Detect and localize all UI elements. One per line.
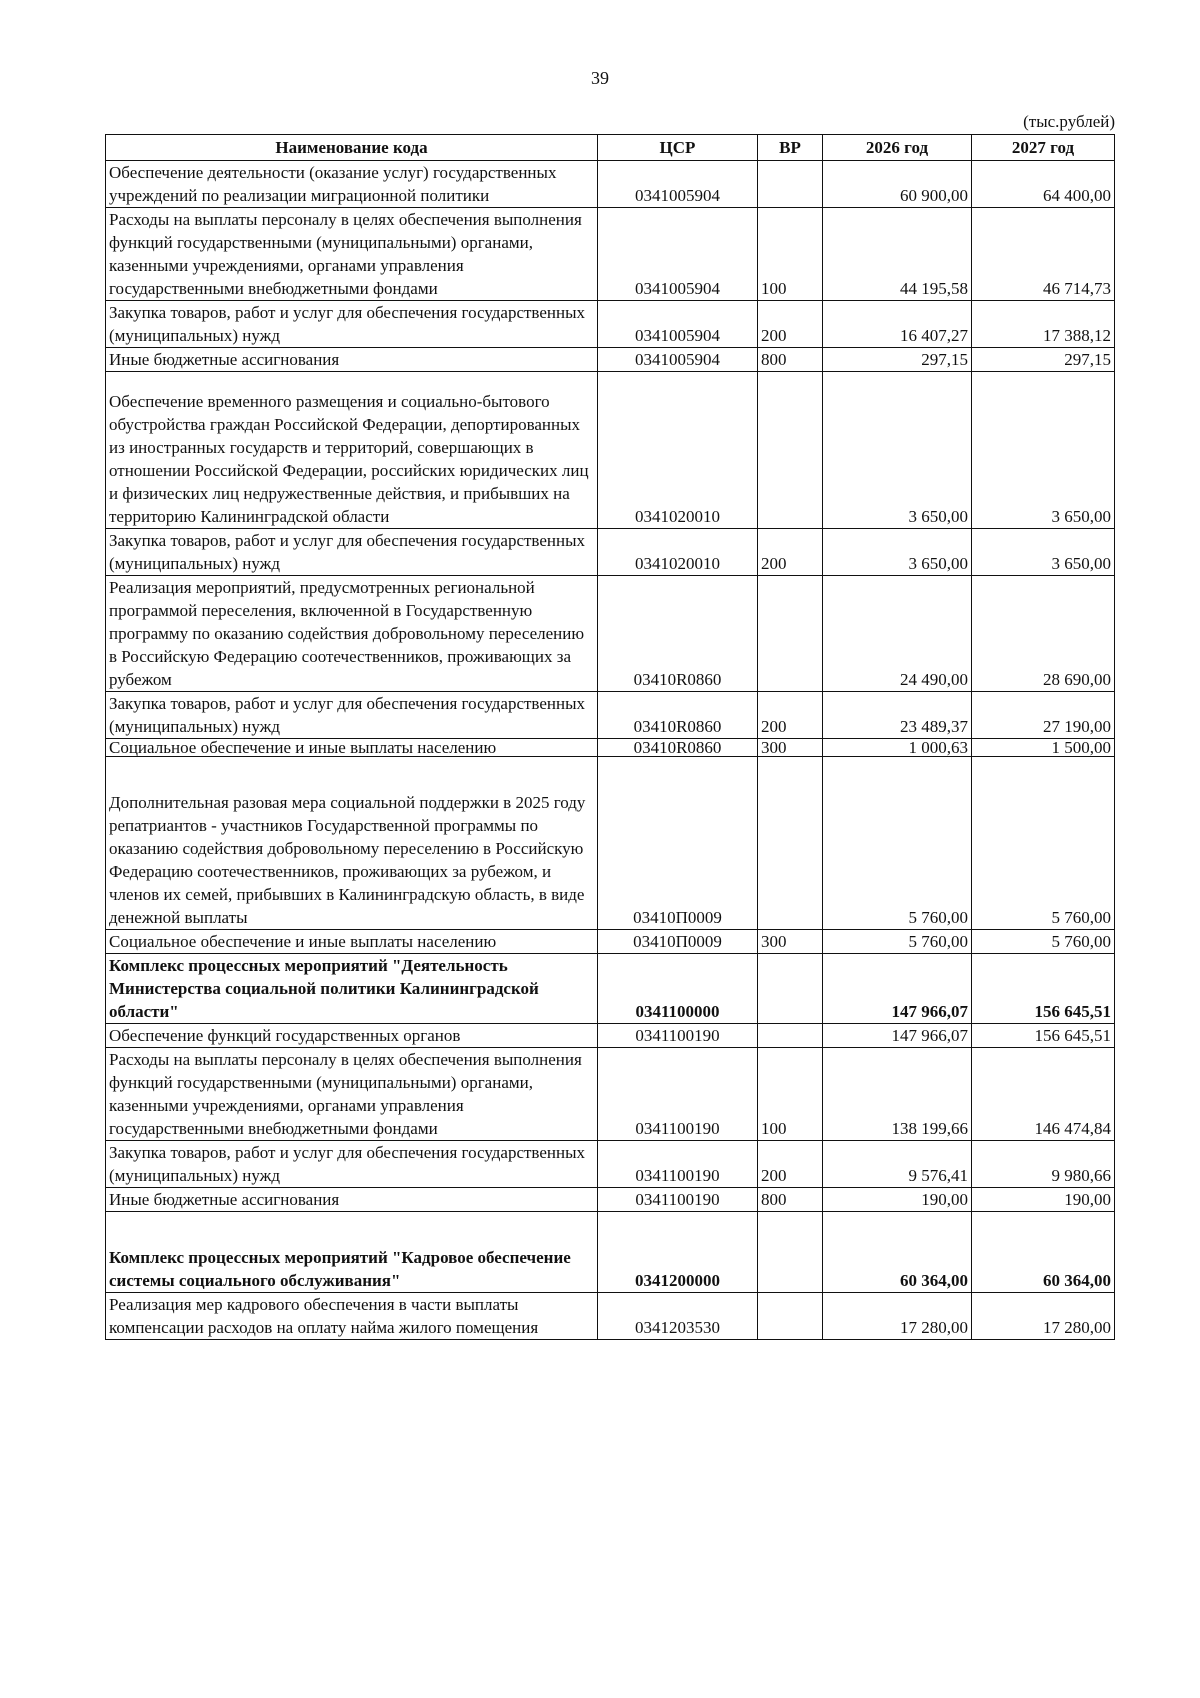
table-row bbox=[106, 930, 1115, 954]
row-2026: 1 000,63 bbox=[823, 739, 972, 757]
row-2026: 147 966,07 bbox=[823, 1024, 972, 1048]
row-2026: 24 490,00 bbox=[823, 576, 972, 692]
row-csr: 0341005904 bbox=[598, 208, 758, 301]
row-2027: 156 645,51 bbox=[972, 1024, 1115, 1048]
row-csr: 0341100190 bbox=[598, 1048, 758, 1141]
row-csr: 0341100190 bbox=[598, 1188, 758, 1212]
row-2027: 28 690,00 bbox=[972, 576, 1115, 692]
row-2026: 16 407,27 bbox=[823, 301, 972, 348]
row-name: Комплекс процессных мероприятий "Деятельность Министерства социальной политики Калининградской области" bbox=[106, 954, 598, 1024]
table-header-row bbox=[106, 135, 1115, 161]
row-2026: 3 650,00 bbox=[823, 372, 972, 529]
row-2027: 60 364,00 bbox=[972, 1212, 1115, 1293]
row-2026: 9 576,41 bbox=[823, 1141, 972, 1188]
row-2026: 60 364,00 bbox=[823, 1212, 972, 1293]
row-2027: 17 388,12 bbox=[972, 301, 1115, 348]
table-row bbox=[106, 739, 1115, 757]
row-vr: 800 bbox=[758, 348, 823, 372]
row-name: Закупка товаров, работ и услуг для обеспечения государственных (муниципальных) нужд bbox=[106, 529, 598, 576]
row-name: Расходы на выплаты персоналу в целях обеспечения выполнения функций государственными (муниципальными) органами, казенными учреждениями, органами управления государственными внебюджетными фондами bbox=[106, 208, 598, 301]
row-csr: 0341100190 bbox=[598, 1024, 758, 1048]
table-row bbox=[106, 1212, 1115, 1293]
row-vr: 800 bbox=[758, 1188, 823, 1212]
table-row bbox=[106, 1024, 1115, 1048]
row-2027: 27 190,00 bbox=[972, 692, 1115, 739]
header-2026: 2026 год bbox=[823, 135, 972, 161]
table-row bbox=[106, 954, 1115, 1024]
table-row bbox=[106, 372, 1115, 529]
table-row bbox=[106, 348, 1115, 372]
row-2026: 44 195,58 bbox=[823, 208, 972, 301]
row-name: Реализация мер кадрового обеспечения в части выплаты компенсации расходов на оплату найма жилого помещения bbox=[106, 1293, 598, 1340]
row-name: Социальное обеспечение и иные выплаты населению bbox=[106, 739, 598, 757]
header-2027: 2027 год bbox=[972, 135, 1115, 161]
header-name: Наименование кода bbox=[106, 135, 598, 161]
row-vr: 200 bbox=[758, 529, 823, 576]
row-2026: 17 280,00 bbox=[823, 1293, 972, 1340]
row-name: Закупка товаров, работ и услуг для обеспечения государственных (муниципальных) нужд bbox=[106, 692, 598, 739]
row-2026: 147 966,07 bbox=[823, 954, 972, 1024]
row-2026: 5 760,00 bbox=[823, 757, 972, 930]
row-2026: 60 900,00 bbox=[823, 161, 972, 208]
row-csr: 03410П0009 bbox=[598, 757, 758, 930]
table-row bbox=[106, 1141, 1115, 1188]
row-csr: 0341020010 bbox=[598, 372, 758, 529]
row-name: Обеспечение функций государственных органов bbox=[106, 1024, 598, 1048]
row-csr: 0341203530 bbox=[598, 1293, 758, 1340]
row-csr: 03410R0860 bbox=[598, 739, 758, 757]
row-2026: 23 489,37 bbox=[823, 692, 972, 739]
row-csr: 03410П0009 bbox=[598, 930, 758, 954]
table-row bbox=[106, 1293, 1115, 1340]
row-vr: 100 bbox=[758, 208, 823, 301]
row-vr bbox=[758, 1293, 823, 1340]
row-2026: 297,15 bbox=[823, 348, 972, 372]
row-name: Иные бюджетные ассигнования bbox=[106, 1188, 598, 1212]
row-2027: 297,15 bbox=[972, 348, 1115, 372]
units-label: (тыс.рублей) bbox=[1023, 112, 1115, 131]
row-csr: 0341005904 bbox=[598, 301, 758, 348]
row-2027: 9 980,66 bbox=[972, 1141, 1115, 1188]
table-row bbox=[106, 1188, 1115, 1212]
row-vr: 200 bbox=[758, 301, 823, 348]
row-name: Расходы на выплаты персоналу в целях обеспечения выполнения функций государственными (муниципальными) органами, казенными учреждениями, органами управления государственными внебюджетными фондами bbox=[106, 1048, 598, 1141]
row-csr: 0341100000 bbox=[598, 954, 758, 1024]
row-vr bbox=[758, 954, 823, 1024]
row-vr: 200 bbox=[758, 692, 823, 739]
row-csr: 0341100190 bbox=[598, 1141, 758, 1188]
row-2027: 156 645,51 bbox=[972, 954, 1115, 1024]
row-2027: 3 650,00 bbox=[972, 372, 1115, 529]
row-2027: 5 760,00 bbox=[972, 930, 1115, 954]
row-name: Закупка товаров, работ и услуг для обеспечения государственных (муниципальных) нужд bbox=[106, 1141, 598, 1188]
row-name: Закупка товаров, работ и услуг для обеспечения государственных (муниципальных) нужд bbox=[106, 301, 598, 348]
row-name: Социальное обеспечение и иные выплаты населению bbox=[106, 930, 598, 954]
row-csr: 0341005904 bbox=[598, 348, 758, 372]
row-2027: 1 500,00 bbox=[972, 739, 1115, 757]
row-vr: 300 bbox=[758, 739, 823, 757]
row-vr bbox=[758, 757, 823, 930]
row-2026: 3 650,00 bbox=[823, 529, 972, 576]
table-row bbox=[106, 757, 1115, 930]
row-csr: 0341005904 bbox=[598, 161, 758, 208]
row-2026: 5 760,00 bbox=[823, 930, 972, 954]
header-vr: ВР bbox=[758, 135, 823, 161]
row-2026: 138 199,66 bbox=[823, 1048, 972, 1141]
row-vr: 100 bbox=[758, 1048, 823, 1141]
table-row bbox=[106, 161, 1115, 208]
row-vr bbox=[758, 1024, 823, 1048]
row-vr bbox=[758, 576, 823, 692]
table-row bbox=[106, 208, 1115, 301]
row-2027: 5 760,00 bbox=[972, 757, 1115, 930]
row-vr: 200 bbox=[758, 1141, 823, 1188]
table-row bbox=[106, 576, 1115, 692]
row-name: Комплекс процессных мероприятий "Кадровое обеспечение системы социального обслуживания" bbox=[106, 1212, 598, 1293]
row-name: Реализация мероприятий, предусмотренных региональной программой переселения, включенной в Государственную программу по оказанию содействия добровольному переселению в Российскую Федерацию соотечественников, проживающих за рубежом bbox=[106, 576, 598, 692]
table-row bbox=[106, 301, 1115, 348]
row-name: Дополнительная разовая мера социальной поддержки в 2025 году репатриантов - участников Государственной программы по оказанию содействия добровольному переселению в Российскую Федерацию соотечественников, проживающих за рубежом, и членов их семей, прибывших в Калининградскую область, в виде денежной выплаты bbox=[106, 757, 598, 930]
row-csr: 0341200000 bbox=[598, 1212, 758, 1293]
row-2027: 190,00 bbox=[972, 1188, 1115, 1212]
row-name: Иные бюджетные ассигнования bbox=[106, 348, 598, 372]
row-2027: 3 650,00 bbox=[972, 529, 1115, 576]
row-csr: 03410R0860 bbox=[598, 576, 758, 692]
table-row bbox=[106, 529, 1115, 576]
row-2027: 17 280,00 bbox=[972, 1293, 1115, 1340]
row-csr: 03410R0860 bbox=[598, 692, 758, 739]
row-2027: 46 714,73 bbox=[972, 208, 1115, 301]
row-vr: 300 bbox=[758, 930, 823, 954]
row-2027: 64 400,00 bbox=[972, 161, 1115, 208]
row-csr: 0341020010 bbox=[598, 529, 758, 576]
header-csr: ЦСР bbox=[598, 135, 758, 161]
row-vr bbox=[758, 1212, 823, 1293]
row-2027: 146 474,84 bbox=[972, 1048, 1115, 1141]
row-vr bbox=[758, 161, 823, 208]
page-number: 39 bbox=[591, 68, 609, 88]
table-row bbox=[106, 692, 1115, 739]
row-name: Обеспечение деятельности (оказание услуг) государственных учреждений по реализации миграционной политики bbox=[106, 161, 598, 208]
table-row bbox=[106, 1048, 1115, 1141]
budget-table bbox=[105, 134, 1115, 1340]
row-2026: 190,00 bbox=[823, 1188, 972, 1212]
row-vr bbox=[758, 372, 823, 529]
row-name: Обеспечение временного размещения и социально-бытового обустройства граждан Российской Федерации, депортированных из иностранных государств и территорий, совершающих в отношении Российской Федерации, российских юридических лиц и физических лиц недружественные действия, и прибывших на территорию Калининградской области bbox=[106, 372, 598, 529]
